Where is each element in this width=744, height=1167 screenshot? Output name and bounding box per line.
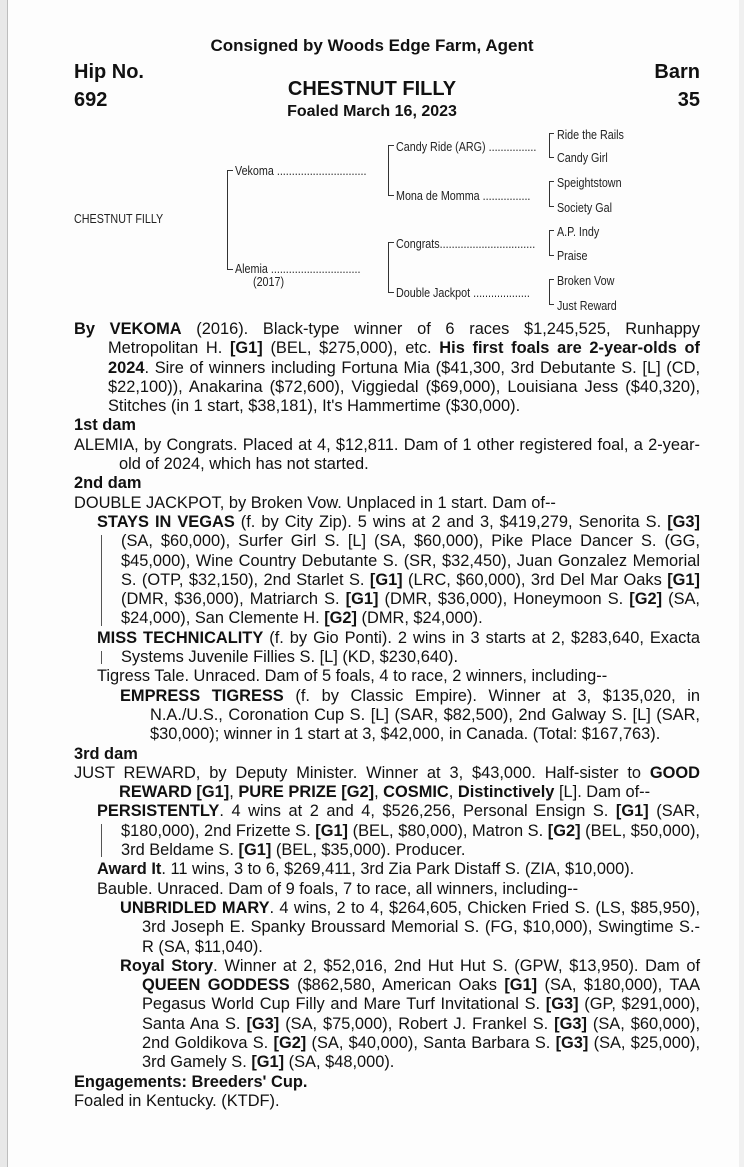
pedigree-bracket: [549, 279, 554, 280]
pedigree-ggp: Just Reward: [557, 299, 617, 313]
pedigree-bracket: [388, 242, 389, 293]
pedigree-ggp: Speightstown: [557, 176, 622, 190]
produce-stays-in-vegas: STAYS IN VEGAS (f. by City Zip). 5 wins at 2 and 3, $419,279, Senorita S. [G3] (SA, $60,000), Surfer Girl S. [L] (SA, $60,000), Pike Place Dancer S. (GG, $45,000), Wine Country Debutante S. (SR, $32,450), Juan Gonzalez Memorial S. (OTP, $32,150), 2nd Starlet S. [G1] (LRC, $60,000), 3rd Del Mar Oaks [G1] (DMR, $36,000), Matriarch S. [G1] (DMR, $36,000), Honeymoon S. [G2] (SA, $24,000), San Clemente H. [G2] (DMR, $24,000).: [74, 513, 700, 629]
pedigree-bracket: [549, 133, 550, 158]
pedigree-sire-dam: Mona de Momma ................: [396, 189, 531, 203]
sire-paragraph: By VEKOMA (2016). Black-type winner of 6 races $1,245,525, Runhappy Metropolitan H. [G1] (BEL, $275,000), etc. His first foals are 2-year-olds of 2024. Sire of winners including Fortuna Mia ($41,300, 3rd Debutante S. [L] (CD, $22,100)), Anakarina ($72,600), Viggiedal ($69,000), Louisiana Jess ($40,320), Stitches (in 1 start, $38,181), It's Hammertime ($30,000).: [74, 320, 700, 416]
third-dam-heading: 3rd dam: [74, 744, 138, 763]
barn-label: Barn: [654, 61, 700, 83]
pedigree-sire-sire: Candy Ride (ARG) ................: [396, 140, 537, 154]
hip-label: Hip No.: [74, 61, 144, 83]
pedigree-bracket: [388, 145, 394, 146]
second-dam-heading: 2nd dam: [74, 474, 142, 493]
page-title: CHESTNUT FILLY: [287, 78, 457, 100]
produce-empress-tigress: EMPRESS TIGRESS (f. by Classic Empire). Winner at 3, $135,020, in N.A./U.S., Coronation Cup S. [L] (SAR, $82,500), 2nd Galway S. [L] (SAR, $30,000); winner in 1 start at 3, $42,000, in Canada. (Total: $167,763).: [120, 686, 701, 744]
engagements-line: Engagements: Breeders' Cup.: [74, 1072, 308, 1091]
foaled-in-line: Foaled in Kentucky. (KTDF).: [74, 1091, 280, 1110]
pedigree-bracket: [549, 181, 550, 207]
consignor-line: Consigned by Woods Edge Farm, Agent: [210, 36, 534, 55]
pedigree-bracket: [549, 230, 550, 256]
pedigree-subject: CHESTNUT FILLY: [74, 212, 164, 226]
pedigree-chart: [0, 120, 744, 320]
pedigree-bracket: [549, 279, 550, 305]
second-dam-paragraph: DOUBLE JACKPOT, by Broken Vow. Unplaced in 1 start. Dam of--: [74, 493, 556, 512]
pedigree-bracket: [227, 170, 228, 270]
pedigree-bracket: [549, 255, 554, 256]
pedigree-dam-year: (2017): [253, 275, 285, 289]
pedigree-bracket: [549, 230, 554, 231]
pedigree-bracket: [388, 292, 394, 293]
pedigree-ggp: Ride the Rails: [557, 128, 624, 142]
pedigree-ggp: Praise: [557, 249, 588, 263]
pedigree-bracket: [549, 157, 554, 158]
pedigree-bracket: [388, 242, 394, 243]
first-dam-heading: 1st dam: [74, 416, 136, 435]
pedigree-dam: Alemia ..............................: [235, 262, 361, 276]
produce-tigress-tale: Tigress Tale. Unraced. Dam of 5 foals, 4 to race, 2 winners, including--: [97, 667, 608, 686]
pedigree-dam-dam: Double Jackpot ...................: [396, 286, 530, 300]
pedigree-bracket: [388, 195, 394, 196]
produce-royal-story: Royal Story. Winner at 2, $52,016, 2nd Hut Hut S. (GPW, $13,950). Dam of QUEEN GODDESS ($862,580, American Oaks [G1] (SA, $180,000), TAA Pegasus World Cup Filly and Mare Turf Invitational S. [G3] (GP, $291,000), Santa Ana S. [G3] (SA, $75,000), Robert J. Frankel S. [G3] (SA, $60,000), 2nd Goldikova S. [G2] (SA, $40,000), Santa Barbara S. [G3] (SA, $25,000), 3rd Gamely S. [G1] (SA, $48,000).: [120, 956, 701, 1072]
pedigree-bracket: [227, 170, 233, 171]
first-dam-paragraph: ALEMIA, by Congrats. Placed at 4, $12,811. Dam of 1 other registered foal, a 2-year-old of 2024, which has not started.: [74, 435, 700, 474]
foaled-date: Foaled March 16, 2023: [287, 103, 457, 120]
barn-number: 35: [677, 89, 700, 111]
produce-persistently: PERSISTENTLY. 4 wins at 2 and 4, $526,256, Personal Ensign S. [G1] (SAR, $180,000), 2nd Frizette S. [G1] (BEL, $80,000), Matron S. [G2] (BEL, $50,000), 3rd Beldame S. [G1] (BEL, $35,000). Producer.: [74, 802, 700, 860]
hip-number: 692: [74, 89, 108, 111]
produce-bauble: Bauble. Unraced. Dam of 9 foals, 7 to race, all winners, including--: [97, 879, 579, 898]
pedigree-ggp: Candy Girl: [557, 151, 608, 165]
pedigree-bracket: [549, 304, 554, 305]
pedigree-bracket: [227, 269, 233, 270]
pedigree-bracket: [388, 145, 389, 196]
third-dam-paragraph: JUST REWARD, by Deputy Minister. Winner at 3, $43,000. Half-sister to GOOD REWARD [G1], PURE PRIZE [G2], COSMIC, Distinctively [L]. Dam of--: [74, 763, 700, 802]
pedigree-bracket: [549, 206, 554, 207]
catalog-body: [74, 320, 700, 1111]
pedigree-bracket: [549, 181, 554, 182]
pedigree-ggp: A.P. Indy: [557, 225, 600, 239]
pedigree-bracket: [549, 133, 554, 134]
pedigree-dam-sire: Congrats................................: [396, 237, 536, 251]
produce-award-it: Award It. 11 wins, 3 to 6, $269,411, 3rd Zia Park Distaff S. (ZIA, $10,000).: [97, 860, 635, 879]
pedigree-sire: Vekoma ..............................: [235, 164, 367, 178]
produce-unbridled-mary: UNBRIDLED MARY. 4 wins, 2 to 4, $264,605, Chicken Fried S. (LS, $85,950), 3rd Joseph E. Spanky Broussard Memorial S. (FG, $10,000), Swingtime S.-R (SA, $11,040).: [120, 898, 700, 956]
produce-miss-technicality: MISS TECHNICALITY (f. by Gio Ponti). 2 wins in 3 starts at 2, $283,640, Exacta Systems Juvenile Fillies S. [L] (KD, $230,640).: [74, 629, 700, 668]
pedigree-ggp: Broken Vow: [557, 274, 615, 288]
pedigree-ggp: Society Gal: [557, 201, 612, 215]
